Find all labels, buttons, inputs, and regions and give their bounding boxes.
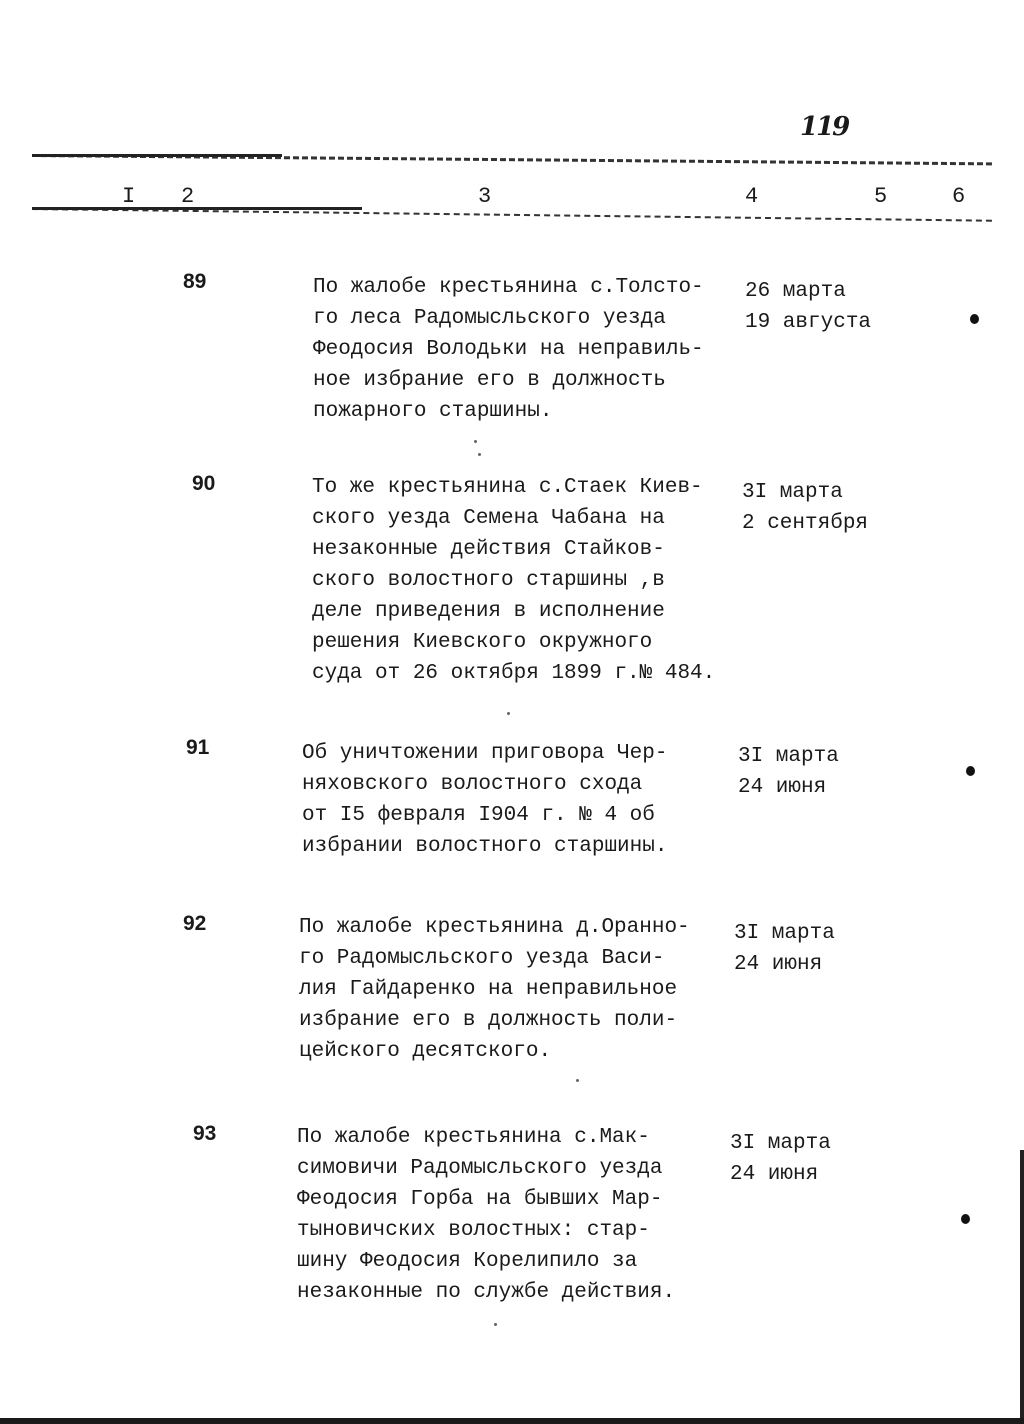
- punch-hole-mark: [961, 1214, 970, 1224]
- record-number: 90: [192, 472, 216, 495]
- start-date: 26 марта: [745, 280, 846, 303]
- description-line: По жалобе крестьянина с.Мак-: [297, 1126, 650, 1149]
- end-date: 24 июня: [734, 953, 823, 976]
- description-line: По жалобе крестьянина д.Оранно-: [299, 916, 690, 939]
- record-description: [313, 272, 733, 427]
- start-date: 3I марта: [730, 1132, 831, 1155]
- start-date: 3I марта: [738, 745, 839, 768]
- scan-speck: [474, 440, 477, 443]
- description-line: незаконные действия Стайков-: [312, 538, 665, 561]
- header-rule-top-solid: [32, 154, 282, 157]
- column-header-6: 6: [952, 184, 966, 209]
- description-line: деле приведения в исполнение: [312, 600, 665, 623]
- scan-speck: [576, 1079, 579, 1082]
- description-line: тыновичских волостных: стар-: [297, 1219, 650, 1242]
- scan-speck: [507, 712, 510, 715]
- description-line: шину Феодосия Корелипило за: [297, 1250, 638, 1273]
- description-line: избрание его в должность поли-: [299, 1009, 678, 1032]
- start-date: 3I марта: [734, 922, 835, 945]
- end-date: 19 августа: [745, 311, 872, 334]
- column-header-4: 4: [745, 184, 759, 209]
- record-description: [302, 738, 722, 862]
- description-line: Феодосия Володьки на неправиль-: [313, 338, 704, 361]
- punch-hole-mark: [970, 314, 979, 324]
- record-dates: [734, 918, 904, 980]
- punch-hole-mark: [966, 766, 975, 776]
- column-header-3: 3: [478, 184, 492, 209]
- end-date: 24 июня: [738, 776, 827, 799]
- description-line: То же крестьянина с.Стаек Киев-: [312, 476, 703, 499]
- description-line: решения Киевского окружного: [312, 631, 653, 654]
- scan-edge-bottom: [0, 1418, 1024, 1424]
- description-line: пожарного старшины.: [313, 400, 553, 423]
- description-line: Об уничтожении приговора Чер-: [302, 742, 668, 765]
- record-dates: [738, 741, 908, 803]
- description-line: ского волостного старшины ,в: [312, 569, 665, 592]
- record-number: 91: [186, 736, 210, 759]
- record-description: [297, 1122, 717, 1308]
- description-line: суда от 26 октября 1899 г.№ 484.: [312, 662, 716, 685]
- description-line: го леса Радомысльского уезда: [313, 307, 666, 330]
- column-header-5: 5: [874, 184, 888, 209]
- description-line: Феодосия Горба на бывших Мар-: [297, 1188, 663, 1211]
- record-number: 93: [193, 1122, 217, 1145]
- record-dates: [730, 1128, 900, 1190]
- header-rule-bottom: [32, 208, 992, 222]
- scan-speck: [494, 1323, 497, 1326]
- end-date: 24 июня: [730, 1163, 819, 1186]
- record-dates: [745, 276, 915, 338]
- header-rule-bottom-solid: [32, 207, 362, 210]
- description-line: незаконные по службе действия.: [297, 1281, 676, 1304]
- column-header-2: 2: [181, 184, 195, 209]
- scan-speck: [478, 453, 481, 456]
- description-line: го Радомысльского уезда Васи-: [299, 947, 665, 970]
- folio-number: 119: [800, 112, 849, 142]
- description-line: от I5 февраля I904 г. № 4 об: [302, 804, 655, 827]
- record-description: [312, 472, 732, 689]
- end-date: 2 сентября: [742, 512, 869, 535]
- record-description: [299, 912, 719, 1067]
- record-dates: [742, 477, 912, 539]
- start-date: 3I марта: [742, 481, 843, 504]
- description-line: симовичи Радомысльского уезда: [297, 1157, 663, 1180]
- description-line: избрании волостного старшины.: [302, 835, 668, 858]
- description-line: лия Гайдаренко на неправильное: [299, 978, 678, 1001]
- description-line: ского уезда Семена Чабана на: [312, 507, 665, 530]
- scan-edge-right: [1020, 1150, 1024, 1424]
- description-line: няховского волостного схода: [302, 773, 643, 796]
- column-header-1: I: [122, 184, 136, 209]
- record-number: 92: [183, 912, 207, 935]
- description-line: ное избрание его в должность: [313, 369, 666, 392]
- record-number: 89: [183, 270, 207, 293]
- description-line: По жалобе крестьянина с.Толсто-: [313, 276, 704, 299]
- description-line: цейского десятского.: [299, 1040, 552, 1063]
